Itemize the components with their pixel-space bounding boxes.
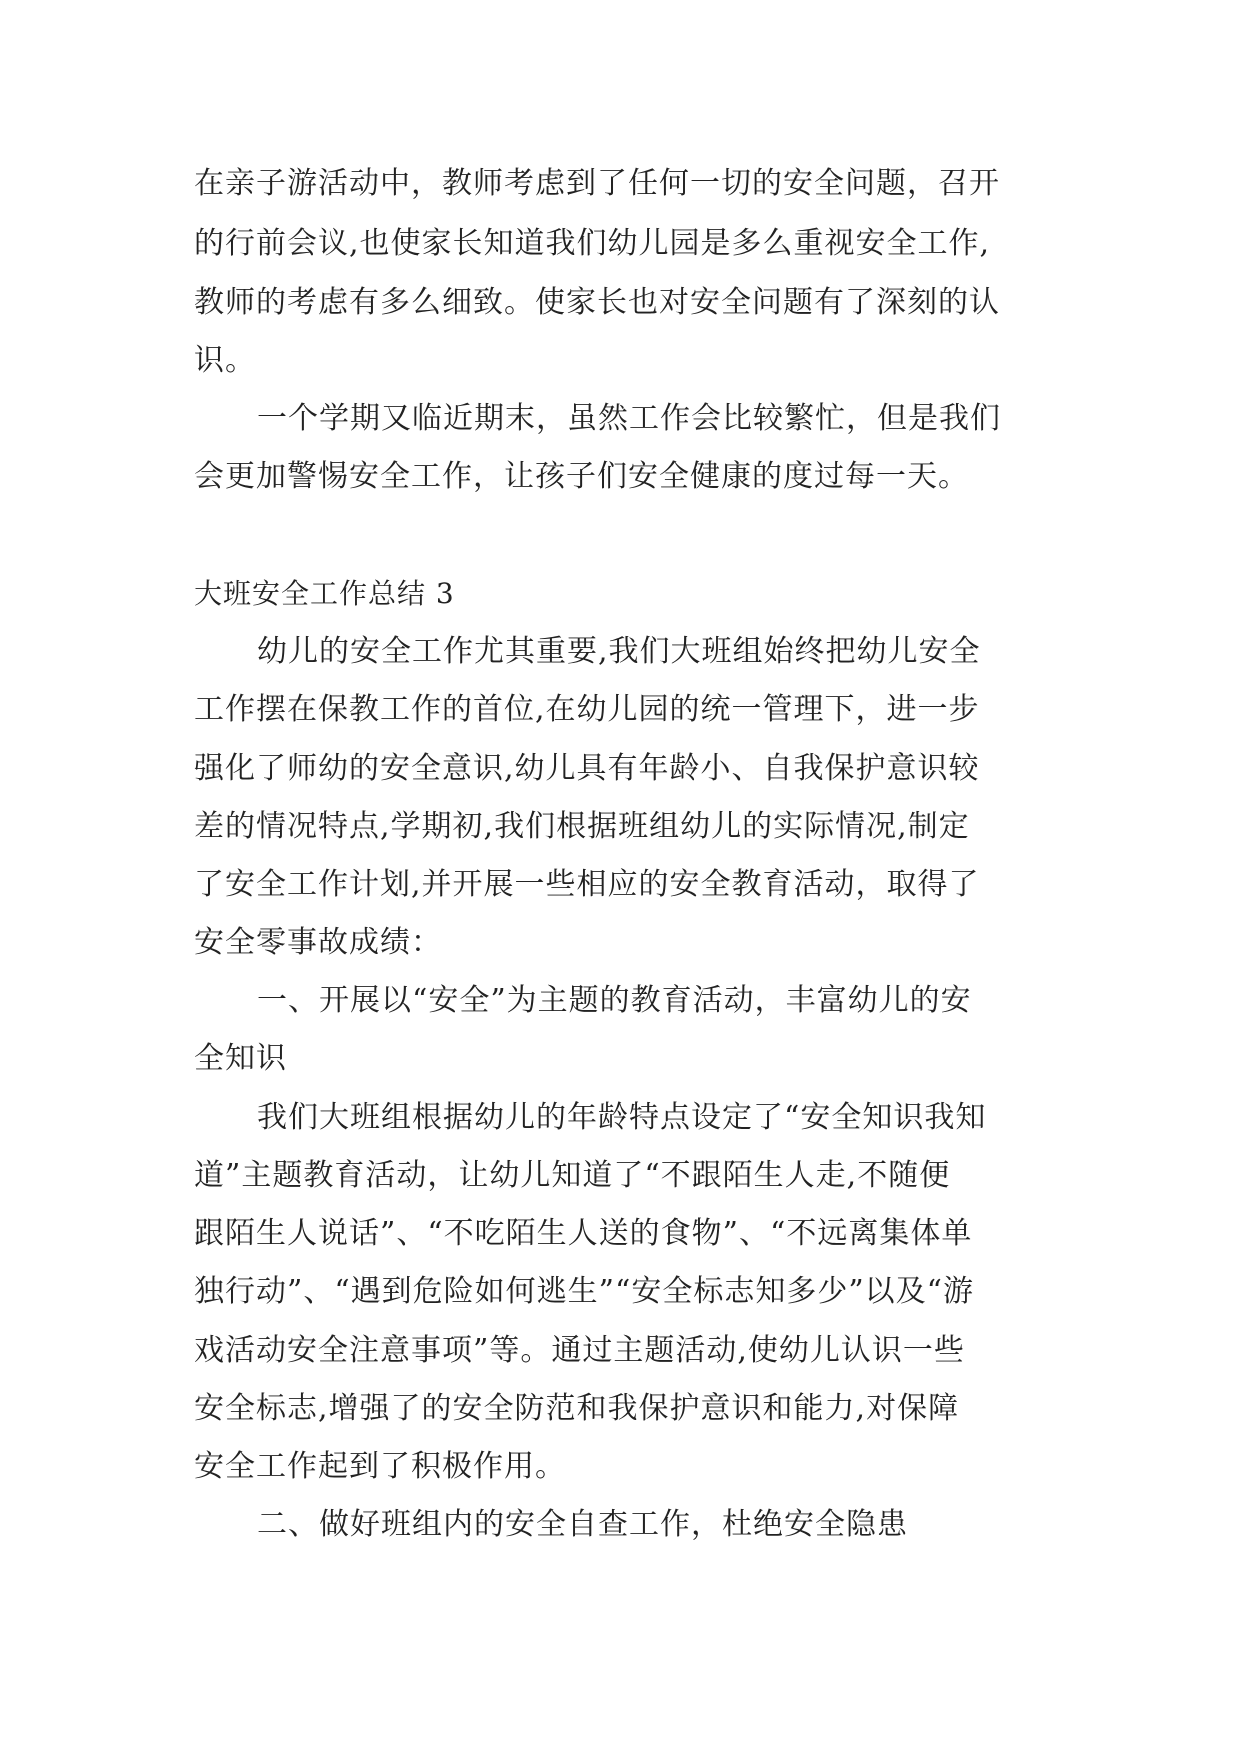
intro-paragraph-line-4: 识。	[194, 343, 256, 378]
point-one-detail-line-1: 我们大班组根据幼儿的年龄特点设定了“安全知识我知	[257, 1100, 987, 1135]
intro-paragraph-line-2: 的行前会议,也使家长知道我们幼儿园是多么重视安全工作,	[194, 226, 991, 261]
section-intro-line-3: 强化了师幼的安全意识,幼儿具有年龄小、自我保护意识较	[194, 751, 980, 786]
intro-paragraph-line-1: 在亲子游活动中，教师考虑到了任何一切的安全问题，召开	[194, 166, 1000, 201]
section-intro-line-1: 幼儿的安全工作尤其重要,我们大班组始终把幼儿安全	[257, 634, 981, 669]
point-one-line-1: 一、开展以“安全”为主题的教育活动，丰富幼儿的安	[257, 983, 972, 1018]
closing-paragraph-line-2: 会更加警惕安全工作，让孩子们安全健康的度过每一天。	[194, 459, 969, 494]
point-one-detail-line-7: 安全工作起到了积极作用。	[194, 1449, 566, 1484]
point-one-detail-line-5: 戏活动安全注意事项”等。通过主题活动,使幼儿认识一些	[194, 1333, 965, 1368]
section-intro-line-4: 差的情况特点,学期初,我们根据班组幼儿的实际情况,制定	[194, 809, 970, 844]
point-two-line: 二、做好班组内的安全自查工作，杜绝安全隐患	[257, 1507, 908, 1542]
point-one-detail-line-2: 道”主题教育活动，让幼儿知道了“不跟陌生人走,不随便	[194, 1158, 951, 1193]
section-intro-line-2: 工作摆在保教工作的首位,在幼儿园的统一管理下，进一步	[194, 692, 980, 727]
point-one-detail-line-4: 独行动”、“遇到危险如何逃生”“安全标志知多少”以及“游	[194, 1274, 975, 1309]
point-one-detail-line-6: 安全标志,增强了的安全防范和我保护意识和能力,对保障	[194, 1391, 960, 1426]
section-title: 大班安全工作总结 3	[194, 577, 455, 610]
intro-paragraph-line-3: 教师的考虑有多么细致。使家长也对安全问题有了深刻的认	[194, 285, 1000, 320]
point-one-detail-line-3: 跟陌生人说话”、“不吃陌生人送的食物”、“不远离集体单	[194, 1216, 973, 1251]
section-intro-line-5: 了安全工作计划,并开展一些相应的安全教育活动，取得了	[194, 867, 980, 902]
point-one-line-2: 全知识	[194, 1041, 287, 1076]
section-intro-line-6: 安全零事故成绩：	[194, 925, 442, 960]
closing-paragraph-line-1: 一个学期又临近期末，虽然工作会比较繁忙，但是我们	[257, 401, 1001, 436]
